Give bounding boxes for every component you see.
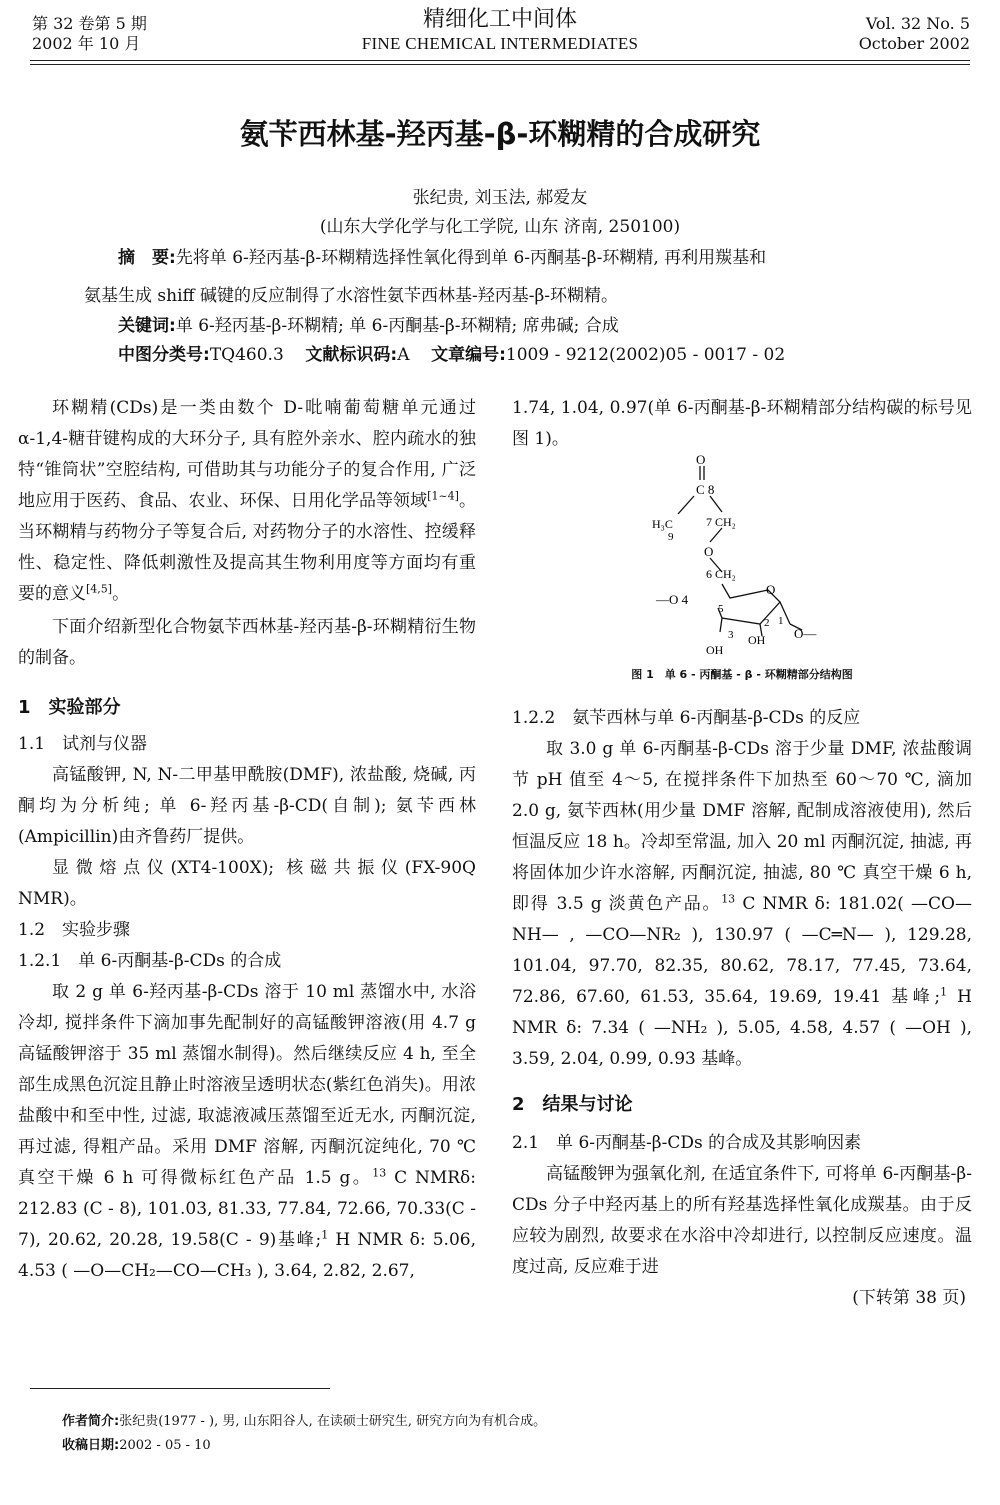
left-column	[18, 393, 476, 1287]
isotope-1: 1	[321, 1228, 329, 1242]
abstract-label: 摘 要:	[118, 248, 176, 268]
received-text: 2002 - 05 - 10	[119, 1438, 211, 1453]
journal-title-en: FINE CHEMICAL INTERMEDIATES	[361, 34, 639, 53]
keywords-label: 关键词:	[118, 316, 176, 336]
article-title: 氨苄西林基-羟丙基-β-环糊精的合成研究	[239, 117, 761, 151]
author-bio-label: 作者简介:	[62, 1414, 120, 1429]
discussion-paragraph: 高锰酸钾为强氧化剂, 在适宜条件下, 可将单 6-丙酮基-β-CDs 分子中羟丙基上的所有羟基选择性氧化成羰基。由于反应较为剧烈, 故要求在水浴中冷却进行, 以控制反应速度。温度过高, 反应难于进	[512, 1164, 972, 1277]
instruments-paragraph: 显微熔点仪(XT4-100X); 核磁共振仪(FX-90Q NMR)。	[18, 858, 476, 909]
section-2-heading: 2 结果与讨论	[512, 1094, 633, 1115]
fig-o4: —O 4	[656, 592, 689, 607]
article-no-label: 文章编号:	[431, 345, 506, 365]
reagents-paragraph: 高锰酸钾, N, N-二甲基甲酰胺(DMF), 浓盐酸, 烧碱, 丙酮均为分析纯; 单 6-羟丙基-β-CD(自制); 氨苄西林(Ampicillin)由齐鲁药厂提供。	[18, 765, 476, 847]
clc-label: 中图分类号:	[118, 345, 210, 365]
fig-n3: 3	[728, 629, 734, 641]
abstract	[118, 246, 918, 271]
fig-c7: 7 CH₂	[706, 515, 736, 529]
section-1-2-1-heading: 1.2.1 单 6-丙酮基-β-CDs 的合成	[18, 951, 282, 971]
fig-c6: 6 CH₂	[706, 567, 736, 581]
clc-value: TQ460.3	[209, 345, 284, 365]
header-rule-thin	[30, 64, 970, 65]
article-no-value: 1009 - 9212(2002)05 - 0017 - 02	[505, 345, 786, 365]
synthesis-text-b: C NMRδ: 212.83 (C - 8), 101.03, 81.33, 77.84, 72.66, 70.33(C - 7), 20.62, 20.28, 19.58(C - 9)基峰;	[18, 1168, 477, 1250]
fig-c8: C 8	[696, 482, 715, 497]
doc-code-value: A	[397, 345, 410, 365]
section-1-heading: 1 实验部分	[18, 697, 121, 718]
citation-4-5: [4,5]	[86, 582, 113, 596]
journal-title-cn: 精细化工中间体	[422, 7, 577, 32]
section-1-2-2-heading: 1.2.2 氨苄西林与单 6-丙酮基-β-CDs 的反应	[512, 708, 861, 728]
isotope-1-right: 1	[940, 985, 948, 999]
fig-n1: 1	[778, 615, 784, 627]
figure-1-caption: 图 1 单 6 - 丙酮基 - β - 环糊精部分结构图	[631, 668, 853, 681]
fig-oh-2: OH	[748, 633, 766, 647]
continued-note: (下转第 38 页)	[852, 1288, 966, 1308]
classification-line	[118, 343, 938, 368]
keywords-text: 单 6-羟丙基-β-环糊精; 单 6-丙酮基-β-环糊精; 席弗碱; 合成	[175, 316, 619, 336]
section-2-1-heading: 2.1 单 6-丙酮基-β-CDs 的合成及其影响因素	[512, 1133, 862, 1153]
fig-o-ether: O	[704, 544, 714, 559]
figure-1-structure	[630, 448, 850, 660]
fig-o1: O—	[794, 626, 817, 641]
section-1-2-heading: 1.2 实验步骤	[18, 920, 131, 940]
abstract-text-1: 先将单 6-羟丙基-β-环糊精选择性氧化得到单 6-丙酮基-β-环糊精, 再利用羰基和	[175, 248, 767, 268]
header-right	[790, 14, 970, 54]
header-volume-en: Vol. 32 No. 5	[865, 14, 970, 33]
section-1-1-heading: 1.1 试剂与仪器	[18, 734, 148, 754]
author-bio-text: 张纪贵(1977 - ), 男, 山东阳谷人, 在读硕士研究生, 研究方向为有机合成。	[119, 1414, 547, 1429]
header-left	[32, 14, 212, 54]
isotope-13-right: 13	[721, 892, 736, 906]
fig-o-ring: O	[766, 582, 776, 597]
reaction-text-b: C NMR δ: 181.02( —CO—NH— , —CO—NR₂ ), 130.97 ( —C═N— ), 129.28, 101.04, 97.70, 82.35, 80.62, 78.17, 77.45, 73.64, 72.86, 67.60, 61.53, 35.64, 19.69, 19.41 基峰;	[512, 894, 972, 1007]
fig-n2: 2	[764, 617, 770, 629]
reaction-text-a: 取 3.0 g 单 6-丙酮基-β-CDs 溶于少量 DMF, 浓盐酸调节 pH 值至 4～5, 在搅拌条件下加热至 60～70 ℃, 滴加 2.0 g, 氨苄西林(用少量 DMF 溶解, 配制成溶液使用), 然后恒温反应 18 h。冷却至常温, 加入 20 ml 丙酮沉淀, 抽滤, 再将固体加少许水溶解, 丙酮沉淀, 抽滤, 80 ℃ 真空干燥 6 h, 即得 3.5 g 淡黄色产品。	[512, 739, 972, 914]
fig-n5: 5	[718, 603, 724, 615]
reaction-text-c: H NMR δ: 7.34 ( —NH₂ ), 5.05, 4.58, 4.57 ( —OH ), 3.59, 2.04, 0.99, 0.93 基峰。	[512, 987, 972, 1069]
abstract-text-2: 氨基生成 shiff 碱键的反应制得了水溶性氨苄西林基-羟丙基-β-环糊精。	[84, 286, 619, 306]
intro-paragraph-1	[18, 393, 476, 610]
header-date: 2002 年 10 月	[32, 34, 141, 53]
header-date-en: October 2002	[858, 34, 970, 53]
doc-code-label: 文献标识码:	[305, 345, 398, 365]
reaction-paragraph	[512, 734, 972, 1075]
affiliation: (山东大学化学与化工学院, 山东 济南, 250100)	[319, 217, 681, 237]
right-column	[512, 703, 972, 1314]
citation-1-4: [1~4]	[427, 489, 459, 503]
synthesis-paragraph	[18, 977, 476, 1287]
nmr-continuation: 1.74, 1.04, 0.97(单 6-丙酮基-β-环糊精部分结构碳的标号见图 1)。	[512, 398, 972, 449]
received-label: 收稿日期:	[62, 1438, 120, 1453]
header-volume: 第 32 卷第 5 期	[32, 14, 147, 33]
authors: 张纪贵, 刘玉法, 郝爱友	[412, 188, 588, 208]
synthesis-text-a: 取 2 g 单 6-羟丙基-β-CDs 溶于 10 ml 蒸馏水中, 水浴冷却, 搅拌条件下滴加事先配制好的高锰酸钾溶液(用 4.7 g 高锰酸钾溶于 35 ml 蒸馏水制得)。然后继续反应 4 h, 至全部生成黑色沉淀且静止时溶液呈透明状态(紫红色消失)。用浓盐酸中和至中性, 过滤, 取滤液减压蒸馏至近无水, 丙酮沉淀, 再过滤, 得粗产品。采用 DMF 溶解, 丙酮沉淀纯化, 70 ℃ 真空干燥 6 h 可得微标红色产品 1.5 g。	[18, 982, 476, 1188]
header-center	[260, 6, 740, 54]
fig-n9: 9	[668, 531, 674, 543]
intro-paragraph-2: 下面介绍新型化合物氨苄西林基-羟丙基-β-环糊精衍生物的制备。	[18, 617, 476, 668]
intro-text-c: 。	[112, 584, 130, 604]
author-bio	[62, 1410, 942, 1434]
footnote	[62, 1410, 942, 1458]
synthesis-text-c: H NMR δ: 5.06, 4.53 ( —O—CH₂—CO—CH₃ ), 3.64, 2.82, 2.67,	[18, 1230, 476, 1281]
intro-text-a: 环糊精(CDs)是一类由数个 D-吡喃葡萄糖单元通过 α-1,4-糖苷键构成的大环分子, 具有腔外亲水、腔内疏水的独特“锥筒状”空腔结构, 可借助其与功能分子的复合作用, 广泛地应用于医药、食品、农业、环保、日用化学品等领域	[18, 398, 476, 511]
keywords	[118, 314, 918, 339]
fig-oh-3: OH	[706, 643, 724, 657]
fig-h3c: H₃C	[652, 517, 673, 531]
right-column-top	[512, 393, 972, 455]
header-rule	[30, 60, 970, 61]
isotope-13: 13	[372, 1166, 387, 1180]
fig-o-carbonyl: O	[696, 452, 706, 467]
intro-text-b: 。当环糊精与药物分子等复合后, 对药物分子的水溶性、控缓释性、稳定性、降低刺激性及提高其生物利用度等方面均有重要的意义	[18, 491, 477, 604]
received-date	[62, 1434, 942, 1458]
footnote-rule	[30, 1388, 330, 1389]
